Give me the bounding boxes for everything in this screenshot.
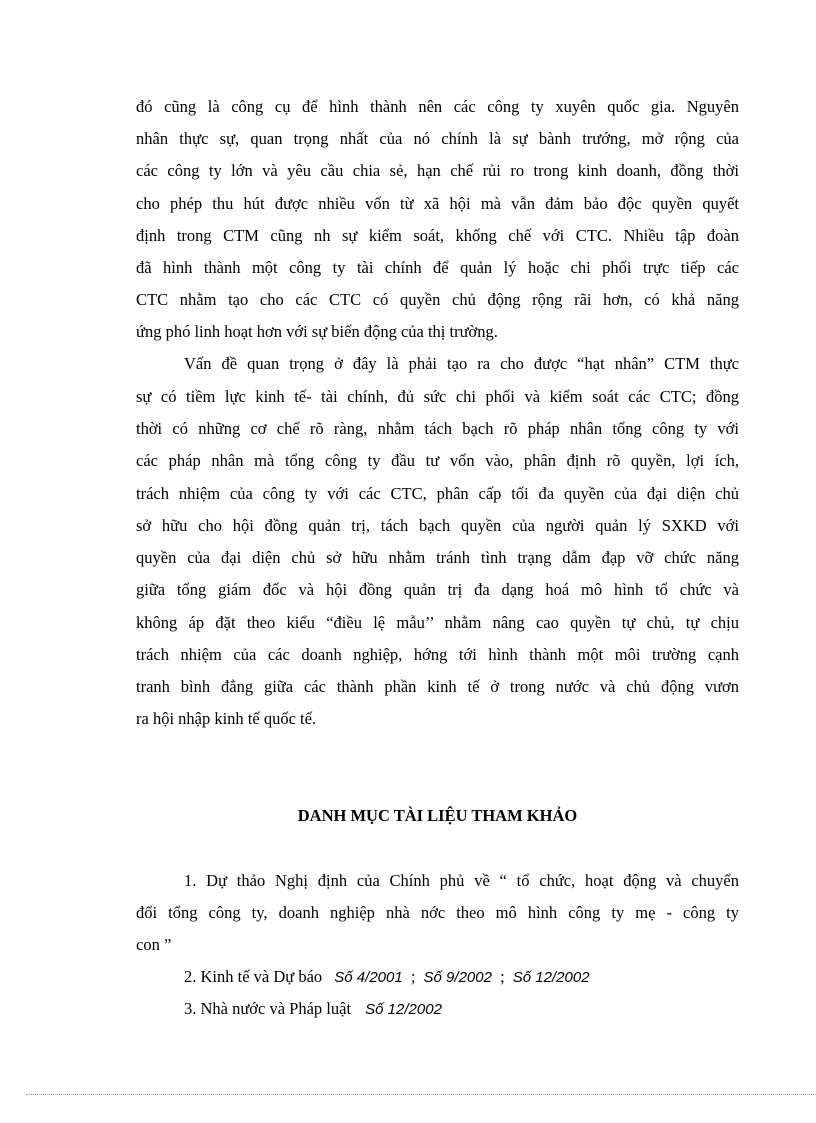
- text-line: nhân thực sự, quan trọng nhất của nó chính là sự bành trướng, mở rộng của: [136, 129, 739, 148]
- text-line: đó cũng là công cụ để hình thành nên các công ty xuyên quốc gia. Nguyên: [136, 97, 739, 116]
- text-line: thời có những cơ chế rõ ràng, nhằm tách bạch rõ pháp nhân tổng công ty với: [136, 419, 739, 438]
- footer-divider: [26, 1094, 816, 1095]
- text-line: không áp đặt theo kiểu “điều lệ mẫu’’ nhằm nâng cao quyền tự chủ, tự chịu: [136, 613, 739, 632]
- text-line: đã hình thành một công ty tài chính để quản lý hoặc chi phối trực tiếp các: [136, 258, 739, 277]
- text-line: sở hữu cho hội đồng quản trị, tách bạch quyền của người quản lý SXKD với: [136, 516, 739, 535]
- text-line: ra hội nhập kinh tế quốc tế.: [136, 709, 317, 728]
- text-line: 1. Dự thảo Nghị định của Chính phủ về “ tổ chức, hoạt động và chuyển: [184, 871, 739, 890]
- text-line: ứng phó linh hoạt hơn với sự biến động của thị trường.: [136, 322, 498, 341]
- separator: ;: [410, 967, 416, 986]
- text-line: các pháp nhân mà tổng công ty đầu tư vốn vào, phân định rõ quyền, lợi ích,: [136, 451, 739, 470]
- reference-issue: Số 12/2002: [365, 1001, 442, 1018]
- text-line: đổi tổng công ty, doanh nghiệp nhà nớc theo mô hình công ty mẹ - công ty: [136, 903, 739, 922]
- references-heading: DANH MỤC TÀI LIỆU THAM KHẢO: [297, 806, 578, 825]
- text-line: tranh bình đẳng giữa các thành phần kinh tế ở trong nước và chủ động vươn: [136, 677, 739, 696]
- text-line: Vấn đề quan trọng ở đây là phải tạo ra cho được “hạt nhân” CTM thực: [184, 354, 739, 373]
- text-line: các công ty lớn và yêu cầu chia sẻ, hạn chế rủi ro trong kinh doanh, đồng thời: [136, 161, 739, 180]
- text-line: trách nhiệm của các doanh nghiệp, hớng tới hình thành một môi trường cạnh: [136, 645, 739, 664]
- reference-issue: Số 4/2001: [334, 969, 403, 986]
- text-line: quyền của đại diện chủ sở hữu nhằm tránh tình trạng dẫm đạp vỡ chức năng: [136, 548, 739, 567]
- reference-issue: Số 9/2002: [423, 969, 492, 986]
- reference-issue: Số 12/2002: [512, 969, 590, 986]
- text-line: giữa tổng giám đốc và hội đồng quản trị đa dạng hoá mô hình tổ chức và: [136, 580, 739, 599]
- separator: ;: [500, 967, 505, 986]
- reference-item-2: [184, 967, 590, 988]
- text-line: cho phép thu hút được nhiều vốn từ xã hội mà vẫn đảm bảo độc quyền quyết: [136, 194, 739, 213]
- text-line: CTC nhằm tạo cho các CTC có quyền chủ động rộng rãi hơn, có khả năng: [136, 290, 739, 309]
- text-line: con ”: [136, 935, 172, 954]
- text-line: định trong CTM cũng nh sự kiểm soát, khống chế với CTC. Nhiều tập đoàn: [136, 226, 739, 245]
- text-line: sự có tiềm lực kinh tế- tài chính, đủ sức chi phối và kiểm soát các CTC; đồng: [136, 387, 739, 406]
- reference-title: 3. Nhà nước và Pháp luật: [184, 999, 352, 1018]
- text-line: trách nhiệm của công ty với các CTC, phân cấp tối đa quyền của đại diện chủ: [136, 484, 739, 503]
- reference-item-3: [184, 999, 442, 1020]
- reference-title: 2. Kinh tế và Dự báo: [184, 967, 323, 986]
